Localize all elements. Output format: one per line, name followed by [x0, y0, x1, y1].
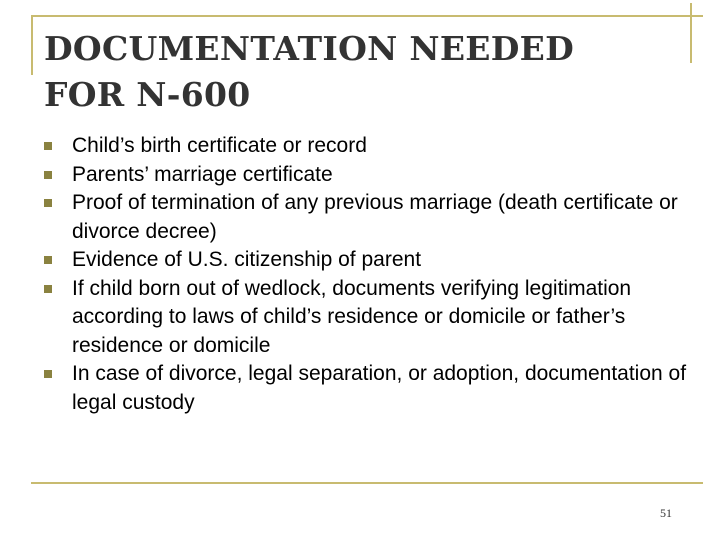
bullet-item	[44, 189, 694, 246]
bullet-text: Child’s birth certificate or record	[72, 134, 367, 157]
square-bullet-icon	[44, 199, 52, 207]
right-rule	[690, 3, 692, 63]
bullet-item	[44, 360, 694, 417]
left-rule	[31, 15, 33, 75]
bullet-item	[44, 246, 694, 275]
square-bullet-icon	[44, 370, 52, 378]
bullet-text: Evidence of U.S. citizenship of parent	[72, 248, 422, 271]
bullet-text: If child born out of wedlock, documents verifying legitimation according to laws of child’s residence or domicile or father’s residence or domicile	[72, 276, 632, 357]
bullet-item	[44, 275, 694, 361]
bullet-text: Parents’ marriage certificate	[72, 162, 333, 186]
title-line-1: DOCUMENTATION NEEDED	[44, 29, 575, 68]
slide-title	[44, 26, 684, 118]
page-number: 51	[660, 506, 672, 520]
title-line-2: FOR N-600	[44, 75, 251, 114]
square-bullet-icon	[44, 256, 52, 264]
square-bullet-icon	[44, 142, 52, 150]
bullet-item	[44, 161, 694, 190]
bullet-text: In case of divorce, legal separation, or adoption, documentation of legal custody	[72, 362, 687, 414]
square-bullet-icon	[44, 171, 52, 179]
bullet-item	[44, 132, 694, 161]
bottom-rule	[31, 482, 703, 484]
square-bullet-icon	[44, 285, 52, 293]
bullet-list	[44, 132, 694, 417]
bullet-text: Proof of termination of any previous marriage (death certificate or divorce decree)	[72, 191, 678, 243]
top-rule	[31, 15, 703, 17]
